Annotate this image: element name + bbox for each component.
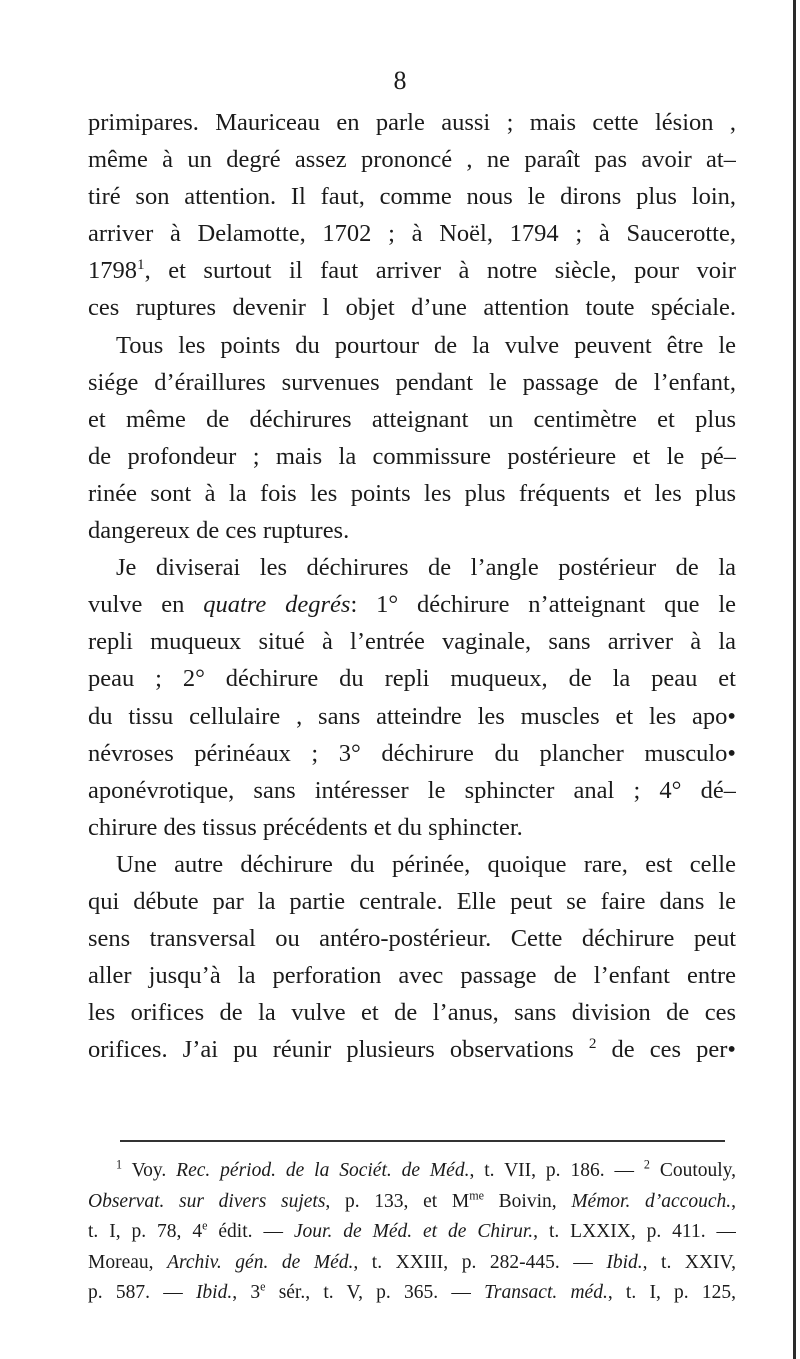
- text-run: aponévrotique, sans intéresser le sphincter anal ; 4° dé–: [88, 776, 736, 804]
- superscript: 2: [588, 1035, 597, 1053]
- body-line: [88, 623, 736, 660]
- text-run: de ces per•: [596, 1036, 736, 1064]
- superscript: 1: [137, 256, 145, 274]
- footnotes: [88, 1156, 736, 1309]
- body-line: [88, 586, 736, 623]
- body-line: [88, 846, 736, 883]
- text-run: , t. I, p. 125,: [607, 1282, 736, 1303]
- text-run: primipares. Mauriceau en parle aussi ; mais cette lésion ,: [88, 109, 736, 136]
- body-line: [88, 883, 736, 920]
- text-run: les orifices de la vulve et de l’anus, sans division de ces: [88, 999, 736, 1027]
- text-run: t. I, p. 78, 4: [88, 1221, 203, 1242]
- footnote-line: [88, 1156, 736, 1187]
- text-run: 1798: [88, 257, 137, 285]
- body-line: [88, 957, 736, 994]
- text-run: , 3: [232, 1282, 261, 1303]
- text-run: siége d’éraillures survenues pendant le passage de l’enfant,: [88, 368, 736, 396]
- text-run: aller jusqu’à la perforation avec passage de l’enfant entre: [88, 962, 736, 990]
- text-run: dangereux de ces ruptures.: [88, 517, 350, 545]
- text-run: arriver à Delamotte, 1702 ; à Noël, 1794 ; à Saucerotte,: [88, 220, 736, 248]
- text-run: orifices. J’ai pu réunir plusieurs observations: [88, 1036, 589, 1064]
- body-line: [88, 401, 736, 438]
- body-line: [88, 178, 736, 215]
- body-line: [88, 920, 736, 957]
- body-line: [88, 1031, 736, 1068]
- text-run: névroses périnéaux ; 3° déchirure du plancher musculo•: [88, 739, 736, 767]
- text-run: Coutouly,: [649, 1160, 736, 1181]
- text-run: du tissu cellulaire , sans atteindre les muscles et les apo•: [88, 702, 736, 730]
- superscript: me: [469, 1188, 484, 1202]
- text-run: édit. —: [207, 1221, 294, 1242]
- body-line: [88, 327, 736, 364]
- text-run: ,: [731, 1190, 736, 1212]
- text-run: ces ruptures devenir l objet d’une attention toute spéciale.: [88, 294, 736, 322]
- text-run: Je diviserai les déchirures de l’angle postérieur de la: [116, 554, 736, 582]
- body-line: [88, 364, 736, 401]
- text-run: : 1° déchirure n’atteignant que le: [350, 591, 736, 619]
- text-run: p. 587. —: [88, 1282, 196, 1303]
- page-number: 8: [393, 66, 407, 95]
- text-run: tiré son attention. Il faut, comme nous le dirons plus loin,: [88, 183, 736, 211]
- text-run: repli muqueux situé à l’entrée vaginale, sans arriver à la: [88, 628, 736, 656]
- text-run: , t. XXIII, p. 282-445. —: [353, 1251, 607, 1273]
- italic-text: Observat. sur divers sujets: [88, 1190, 326, 1212]
- italic-text: Mémor. d’accouch.: [571, 1190, 732, 1212]
- italic-text: Archiv. gén. de Méd.: [167, 1251, 354, 1273]
- body-line: [88, 994, 736, 1031]
- text-run: rinée sont à la fois les points les plus fréquents et les plus: [88, 479, 736, 507]
- superscript: 2: [643, 1157, 650, 1172]
- text-run: même à un degré assez prononcé , ne paraît pas avoir at–: [88, 146, 736, 174]
- text-run: , t. XXIV,: [642, 1251, 736, 1273]
- italic-text: Ibid.: [195, 1282, 233, 1303]
- page-edge-rule: [793, 0, 796, 1359]
- text-run: Tous les points du pourtour de la vulve peuvent être le: [116, 331, 736, 359]
- text-run: Boivin,: [483, 1190, 572, 1212]
- superscript: e: [260, 1279, 266, 1294]
- body-line: [88, 438, 736, 475]
- body-line: [88, 104, 736, 141]
- italic-text: Transact. méd.: [484, 1282, 608, 1303]
- body-line: [88, 475, 736, 512]
- text-run: , et surtout il faut arriver à notre siècle, pour voir: [144, 257, 736, 285]
- body-text: [88, 104, 736, 1068]
- text-run: sens transversal ou antéro-postérieur. Cette déchirure peut: [88, 925, 736, 953]
- italic-text: Rec. périod. de la Sociét. de Méd.: [176, 1160, 470, 1181]
- body-line: [88, 141, 736, 178]
- footnote-line: [88, 1278, 736, 1309]
- text-run: , t. LXXIX, p. 411. —: [533, 1221, 736, 1242]
- text-run: peau ; 2° déchirure du repli muqueux, de la peau et: [88, 665, 736, 693]
- body-line: [88, 289, 736, 326]
- footnote-line: [88, 1217, 736, 1248]
- text-run: sér., t. V, p. 365. —: [265, 1282, 485, 1303]
- text-run: et même de déchirures atteignant un centimètre et plus: [88, 405, 736, 433]
- italic-text: Jour. de Méd. et de Chirur.: [293, 1221, 534, 1242]
- body-line: [88, 772, 736, 809]
- superscript: e: [202, 1218, 208, 1233]
- body-line: [88, 215, 736, 252]
- text-run: Moreau,: [88, 1251, 168, 1273]
- text-run: de profondeur ; mais la commissure postérieure et le pé–: [88, 442, 736, 470]
- body-line: [88, 698, 736, 735]
- body-line: [88, 660, 736, 697]
- italic-text: Ibid.: [606, 1251, 643, 1273]
- footnote-line: [88, 1187, 736, 1218]
- text-run: Une autre déchirure du périnée, quoique rare, est celle: [116, 850, 736, 878]
- text-run: , t. VII, p. 186. —: [469, 1160, 644, 1181]
- body-line: [88, 252, 736, 289]
- text-run: qui débute par la partie centrale. Elle peut se faire dans le: [88, 887, 736, 915]
- body-line: [88, 809, 736, 846]
- text-run: vulve en: [88, 591, 204, 619]
- text-run: Voy.: [122, 1160, 177, 1181]
- footnote-separator: [120, 1140, 725, 1142]
- body-line: [88, 512, 736, 549]
- body-line: [88, 735, 736, 772]
- superscript: 1: [116, 1157, 123, 1172]
- text-run: chirure des tissus précédents et du sphincter.: [88, 813, 523, 841]
- body-line: [88, 549, 736, 586]
- italic-text: quatre degrés: [203, 591, 351, 619]
- footnote-line: [88, 1248, 736, 1279]
- text-run: , p. 133, et M: [325, 1190, 470, 1212]
